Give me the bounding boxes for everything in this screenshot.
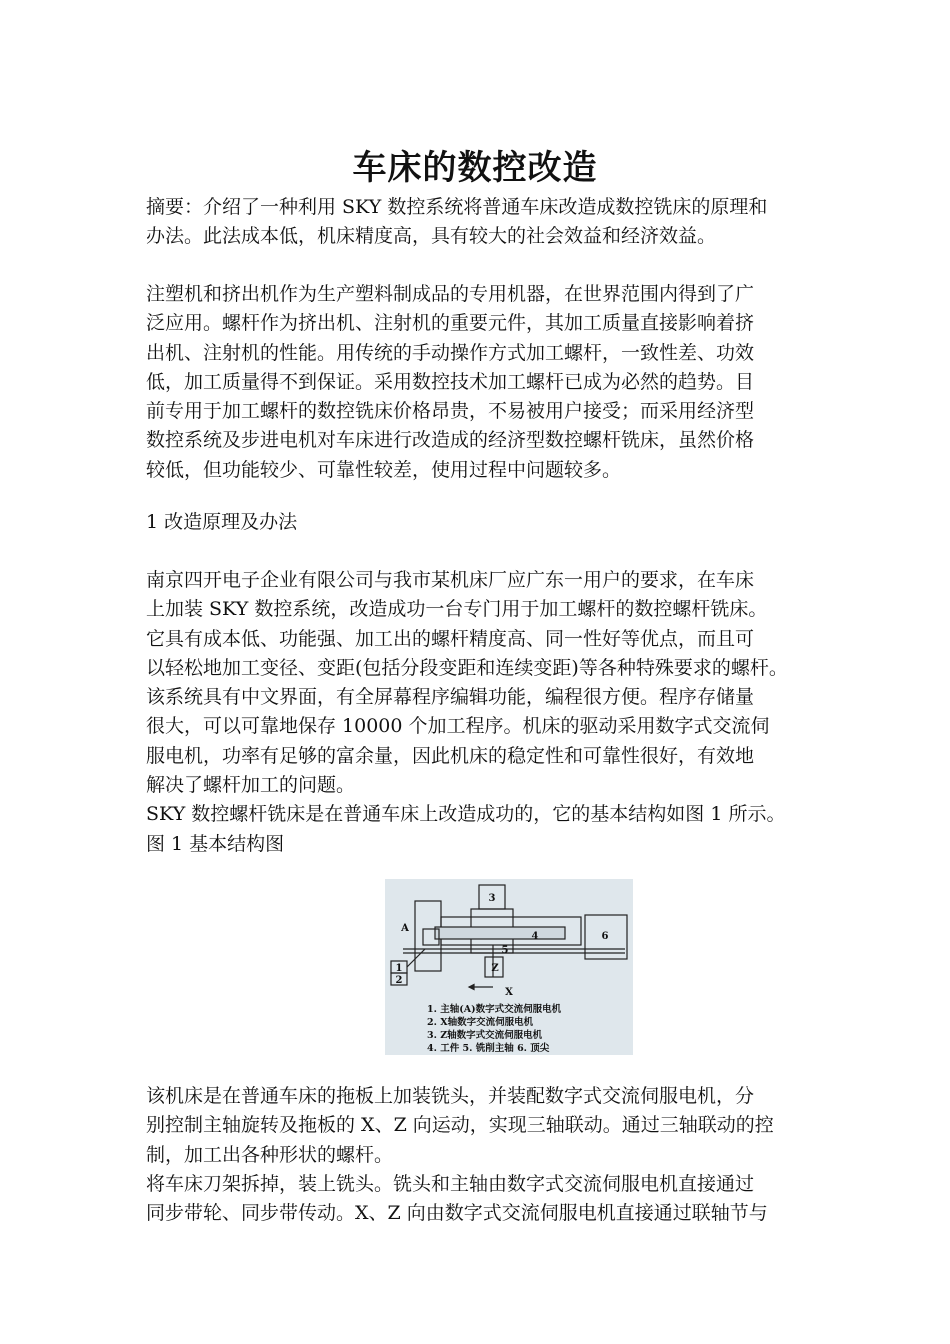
intro-line: 低，加工质量得不到保证。采用数控技术加工螺杆已成为必然的趋势。目: [146, 370, 755, 393]
abstract-line: 办法。此法成本低，机床精度高，具有较大的社会效益和经济效益。: [146, 225, 717, 248]
intro-line: 出机、注射机的性能。用传统的手动操作方式加工螺杆，一致性差、功效: [146, 341, 755, 364]
label-1: 1: [395, 963, 403, 974]
abstract-line: 摘要：介绍了一种利用 SKY 数控系统将普通车床改造成数控铣床的原理和: [146, 196, 768, 218]
body-line: 制，加工出各种形状的螺杆。: [146, 1143, 394, 1166]
intro-line: 前专用于加工螺杆的数控铣床价格昂贵，不易被用户接受；而采用经济型: [146, 400, 755, 423]
section1-body: [146, 566, 876, 859]
after-figure-body: [146, 1082, 876, 1228]
body-line: 将车床刀架拆掉，装上铣头。铣头和主轴由数字式交流伺服电机直接通过: [146, 1172, 755, 1195]
section1-line: SKY 数控螺杆铣床是在普通车床上改造成功的，它的基本结构如图 1 所示。: [146, 803, 786, 826]
label-6: 6: [601, 931, 609, 942]
label-z: Z: [491, 963, 499, 974]
figure-caption: 图 1 基本结构图: [146, 832, 285, 855]
figure-caption-4: 4. 工件 5. 铣削主轴 6. 顶尖: [427, 1043, 550, 1054]
section1-line: 解决了螺杆加工的问题。: [146, 774, 356, 797]
document-title: 车床的数控改造: [352, 148, 598, 188]
figure-caption-1: 1. 主轴(A)数字式交流伺服电机: [427, 1004, 562, 1015]
label-3: 3: [488, 893, 496, 904]
label-4: 4: [531, 931, 539, 942]
intro-line: 泛应用。螺杆作为挤出机、注射机的重要元件，其加工质量直接影响着挤: [146, 312, 755, 335]
workpiece-shaft: [435, 927, 565, 939]
intro-line: 注塑机和挤出机作为生产塑料制成品的专用机器，在世界范围内得到了广: [146, 283, 755, 305]
body-line: 别控制主轴旋转及拖板的 X、Z 向运动，实现三轴联动。通过三轴联动的控: [146, 1114, 774, 1137]
intro-paragraph: [146, 280, 876, 485]
section-heading: [146, 508, 876, 537]
body-line: 同步带轮、同步带传动。X、Z 向由数字式交流伺服电机直接通过联轴节与: [146, 1202, 768, 1225]
body-line: 该机床是在普通车床的拖板上加装铣头，并装配数字式交流伺服电机，分: [146, 1085, 755, 1107]
section1-line: 服电机，功率有足够的富余量，因此机床的稳定性和可靠性很好，有效地: [146, 744, 755, 767]
section1-line: 南京四开电子企业有限公司与我市某机床厂应广东一用户的要求，在车床: [146, 569, 755, 591]
section1-line: 它具有成本低、功能强、加工出的螺杆精度高、同一性好等优点，而且可: [146, 627, 755, 650]
label-5: 5: [501, 945, 509, 956]
structure-diagram: [385, 879, 633, 1055]
section1-heading: 1 改造原理及办法: [146, 511, 298, 533]
abstract: [146, 193, 876, 252]
section1-line: 该系统具有中文界面，有全屏幕程序编辑功能，编程很方便。程序存储量: [146, 686, 755, 709]
figure-caption-2: 2. X轴数字交流伺服电机: [427, 1017, 534, 1028]
section1-line: 很大，可以可靠地保存 10000 个加工程序。机床的驱动采用数字式交流伺: [146, 715, 770, 738]
intro-line: 较低，但功能较少、可靠性较差，使用过程中问题较多。: [146, 458, 622, 481]
section1-line: 上加装 SKY 数控系统，改造成功一台专门用于加工螺杆的数控螺杆铣床。: [146, 598, 768, 621]
label-2: 2: [395, 975, 403, 986]
label-x: X: [505, 987, 513, 998]
section1-line: 以轻松地加工变径、变距(包括分段变距和连续变距)等各种特殊要求的螺杆。: [146, 656, 788, 679]
figure-caption-3: 3. Z轴数字式交流伺服电机: [427, 1030, 543, 1041]
label-a: A: [401, 923, 409, 934]
intro-line: 数控系统及步进电机对车床进行改造成的经济型数控螺杆铣床，虽然价格: [146, 429, 755, 452]
